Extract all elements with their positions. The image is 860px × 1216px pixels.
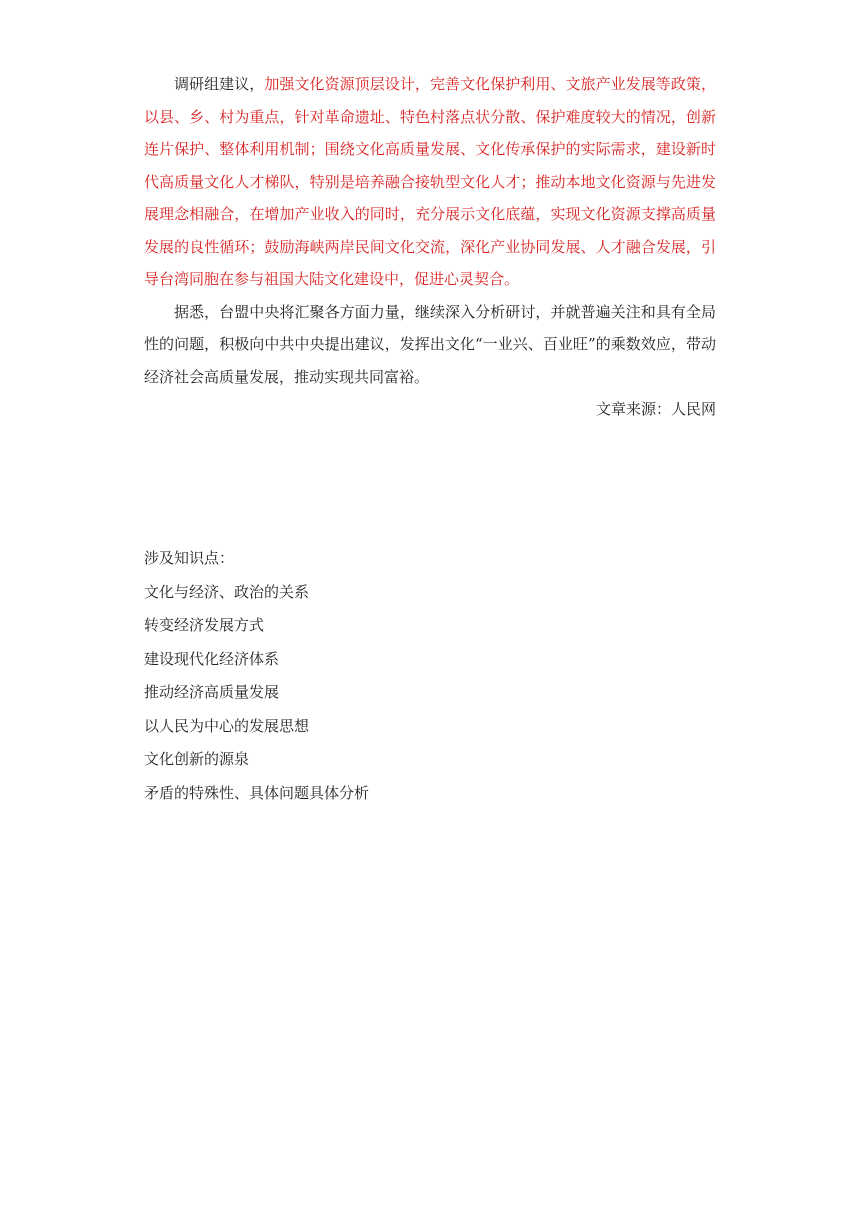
knowledge-points-section <box>144 542 716 810</box>
highlighted-recommendations-text: 加强文化资源顶层设计，完善文化保护利用、文旅产业发展等政策，以县、乡、村为重点，针对革命遗址、特色村落点状分散、保护难度较大的情况，创新连片保护、整体利用机制；围绕文化高质量发展、文化传承保护的实际需求，建设新时代高质量文化人才梯队，特别是培养融合接轨型文化人才；推动本地文化资源与先进发展理念相融合，在增加产业收入的同时，充分展示文化底蕴，实现文化资源支撑高质量发展的良性循环；鼓励海峡两岸民间文化交流，深化产业协同发展、人才融合发展，引导台湾同胞在参与祖国大陆文化建设中，促进心灵契合。 <box>144 75 716 288</box>
paragraph-followup: 据悉，台盟中央将汇聚各方面力量，继续深入分析研讨，并就普遍关注和具有全局性的问题，积极向中共中央提出建议，发挥出文化“一业兴、百业旺”的乘数效应，带动经济社会高质量发展，推动实现共同富裕。 <box>144 302 716 386</box>
knowledge-point-item: 文化创新的源泉 <box>144 750 250 768</box>
knowledge-point-item: 推动经济高质量发展 <box>144 683 280 701</box>
knowledge-point-item: 文化与经济、政治的关系 <box>144 582 310 601</box>
paragraph-recommendations <box>144 68 716 296</box>
article-source: 文章来源：人民网 <box>595 400 716 418</box>
knowledge-points-heading: 涉及知识点： <box>144 549 235 567</box>
paragraph-lead-text: 调研组建议， <box>174 75 265 93</box>
article-body <box>144 68 716 426</box>
knowledge-point-item: 矛盾的特殊性、具体问题具体分析 <box>144 783 370 802</box>
knowledge-point-item: 以人民为中心的发展思想 <box>144 716 310 735</box>
knowledge-point-item: 建设现代化经济体系 <box>144 649 280 668</box>
knowledge-points-list <box>144 576 716 811</box>
knowledge-point-item: 转变经济发展方式 <box>144 616 265 634</box>
